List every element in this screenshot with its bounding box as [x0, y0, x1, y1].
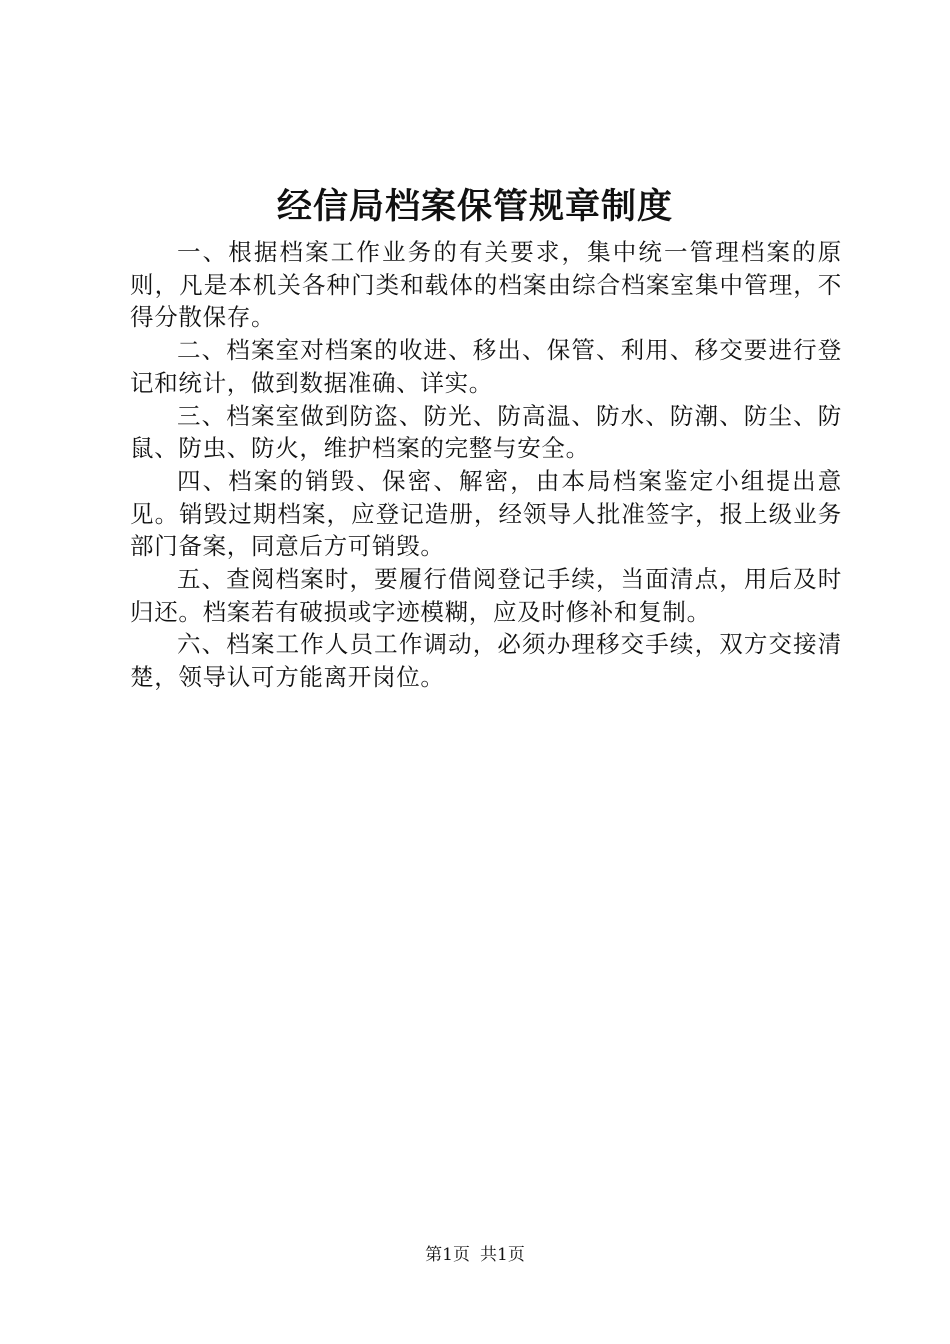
paragraph-1: 一、根据档案工作业务的有关要求，集中统一管理档案的原则，凡是本机关各种门类和载体的档案由综合档案室集中管理，不得分散保存。 — [130, 238, 842, 332]
paragraph-4: 四、档案的销毁、保密、解密，由本局档案鉴定小组提出意见。销毁过期档案，应登记造册，经领导人批准签字，报上级业务部门备案，同意后方可销毁。 — [130, 466, 842, 561]
document-body — [130, 236, 842, 694]
paragraph-2: 二、档案室对档案的收进、移出、保管、利用、移交要进行登记和统计，做到数据准确、详实。 — [130, 336, 842, 397]
page-footer — [0, 1244, 950, 1266]
page-total: 共1页 — [480, 1245, 525, 1265]
paragraph-6: 六、档案工作人员工作调动，必须办理移交手续，双方交接清楚，领导认可方能离开岗位。 — [130, 630, 842, 692]
paragraph-3: 三、档案室做到防盗、防光、防高温、防水、防潮、防尘、防鼠、防虫、防火，维护档案的完整与安全。 — [130, 401, 842, 463]
paragraph-5: 五、查阅档案时，要履行借阅登记手续，当面清点，用后及时归还。档案若有破损或字迹模糊，应及时修补和复制。 — [130, 565, 842, 626]
page-number: 第1页 — [425, 1245, 470, 1265]
document-title: 经信局档案保管规章制度 — [276, 186, 673, 227]
